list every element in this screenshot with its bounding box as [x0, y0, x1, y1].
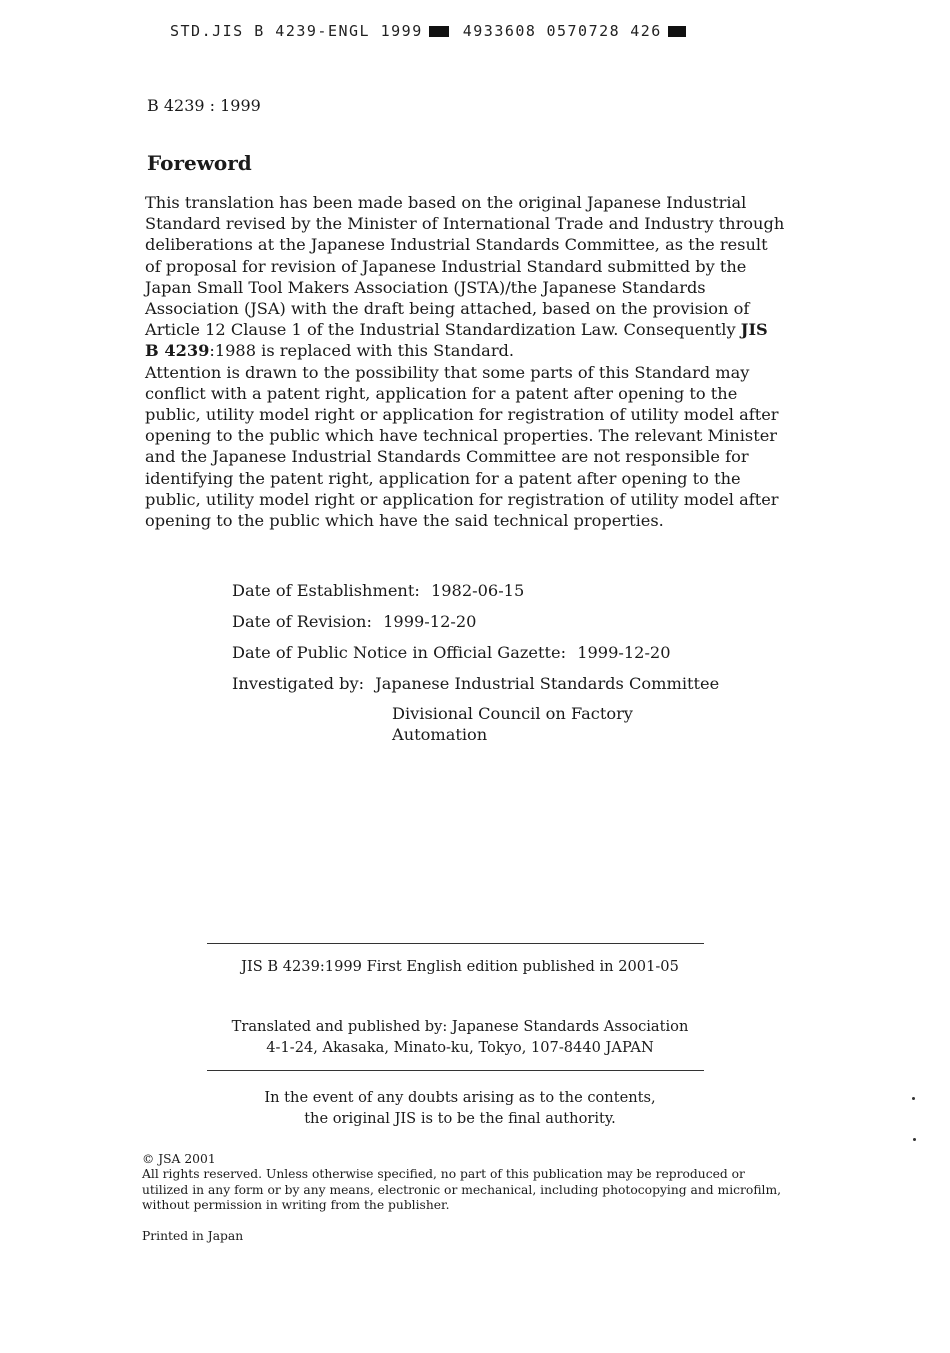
investigated-label: Investigated by:: [232, 674, 365, 693]
establishment-row: [232, 580, 719, 611]
rights-notice: All rights reserved. Unless otherwise specified, no part of this publication may be reproduced or utilized in any form or by any means, electronic or mechanical, including photocopying and microfilm, without permission in writing from the publisher.: [142, 1167, 782, 1213]
revision-label: Date of Revision:: [232, 612, 372, 631]
redaction-block-end: [668, 26, 686, 37]
authority-line-1: In the event of any doubts arising as to the contents,: [264, 1089, 656, 1106]
standard-number: B 4239 : 1999: [147, 96, 261, 115]
council-line-1: Divisional Council on Factory: [392, 704, 633, 723]
redaction-block: [429, 26, 449, 37]
notice-value: 1999-12-20: [577, 643, 671, 662]
foreword-paragraph-1: [145, 192, 785, 362]
revision-value: 1999-12-20: [383, 612, 477, 631]
establishment-label: Date of Establishment:: [232, 581, 420, 600]
stamp-left-text: STD.JIS B 4239-ENGL 1999: [170, 22, 423, 40]
copyright-block: [142, 1152, 782, 1214]
header-stamp: [170, 22, 686, 40]
para1-text: This translation has been made based on the original Japanese Industrial Standard revised by the Minister of International Trade and Industry through deliberations at the Japanese Industrial Standards Committee, as the result of proposal for revision of Japanese Industrial Standard submitted by the Japan Small Tool Makers Association (JSTA)/the Japanese Standards Association (JSA) with the draft being attached, based on the provision of Article 12 Clause 1 of the Industrial Standardization Law. Consequently: [145, 193, 785, 340]
edition-note: JIS B 4239:1999 First English edition published in 2001-05: [241, 958, 679, 975]
stamp-code-2: 0570728: [546, 22, 621, 40]
foreword-heading: Foreword: [147, 151, 252, 175]
investigated-row: [232, 673, 719, 704]
printed-in: Printed in Japan: [142, 1229, 244, 1243]
revision-row: [232, 611, 719, 642]
authority-line-2: the original JIS is to be the final authority.: [304, 1109, 616, 1127]
para1-tail: :1988 is replaced with this Standard.: [209, 341, 515, 361]
council-line-2: Automation: [392, 725, 488, 744]
scan-speck: [912, 1097, 915, 1100]
publisher-block: [160, 1017, 760, 1058]
copyright-line: © JSA 2001: [142, 1152, 216, 1166]
para1-bold-ref: JIS B 4239: [145, 320, 768, 361]
publisher-line-1: Translated and published by: Japanese Standards Association: [231, 1018, 689, 1035]
stamp-code-3: 426: [630, 22, 662, 40]
establishment-value: 1982-06-15: [430, 581, 525, 600]
divider-bottom: [207, 1070, 704, 1071]
stamp-code-1: 4933608: [462, 22, 537, 40]
authority-note: [160, 1088, 760, 1129]
notice-label: Date of Public Notice in Official Gazette:: [232, 643, 567, 662]
council-name: [392, 703, 633, 745]
publisher-line-2: 4-1-24, Akasaka, Minato-ku, Tokyo, 107-8440 JAPAN: [266, 1038, 654, 1056]
divider-top: [207, 943, 704, 944]
foreword-body: [145, 192, 785, 531]
notice-row: [232, 642, 719, 673]
dates-block: [232, 580, 719, 704]
scan-speck: [913, 1138, 916, 1141]
foreword-paragraph-2: Attention is drawn to the possibility that some parts of this Standard may conflict with a patent right, application for a patent after opening to the public, utility model right or application for registration of utility model after opening to the public which have technical properties. The relevant Minister and the Japanese Industrial Standards Committee are not responsible for identifying the patent right, application for a patent after opening to the public, utility model right or application for registration of utility model after opening to the public which have the said technical properties.: [145, 362, 779, 531]
investigated-value: Japanese Industrial Standards Committee: [375, 674, 720, 693]
